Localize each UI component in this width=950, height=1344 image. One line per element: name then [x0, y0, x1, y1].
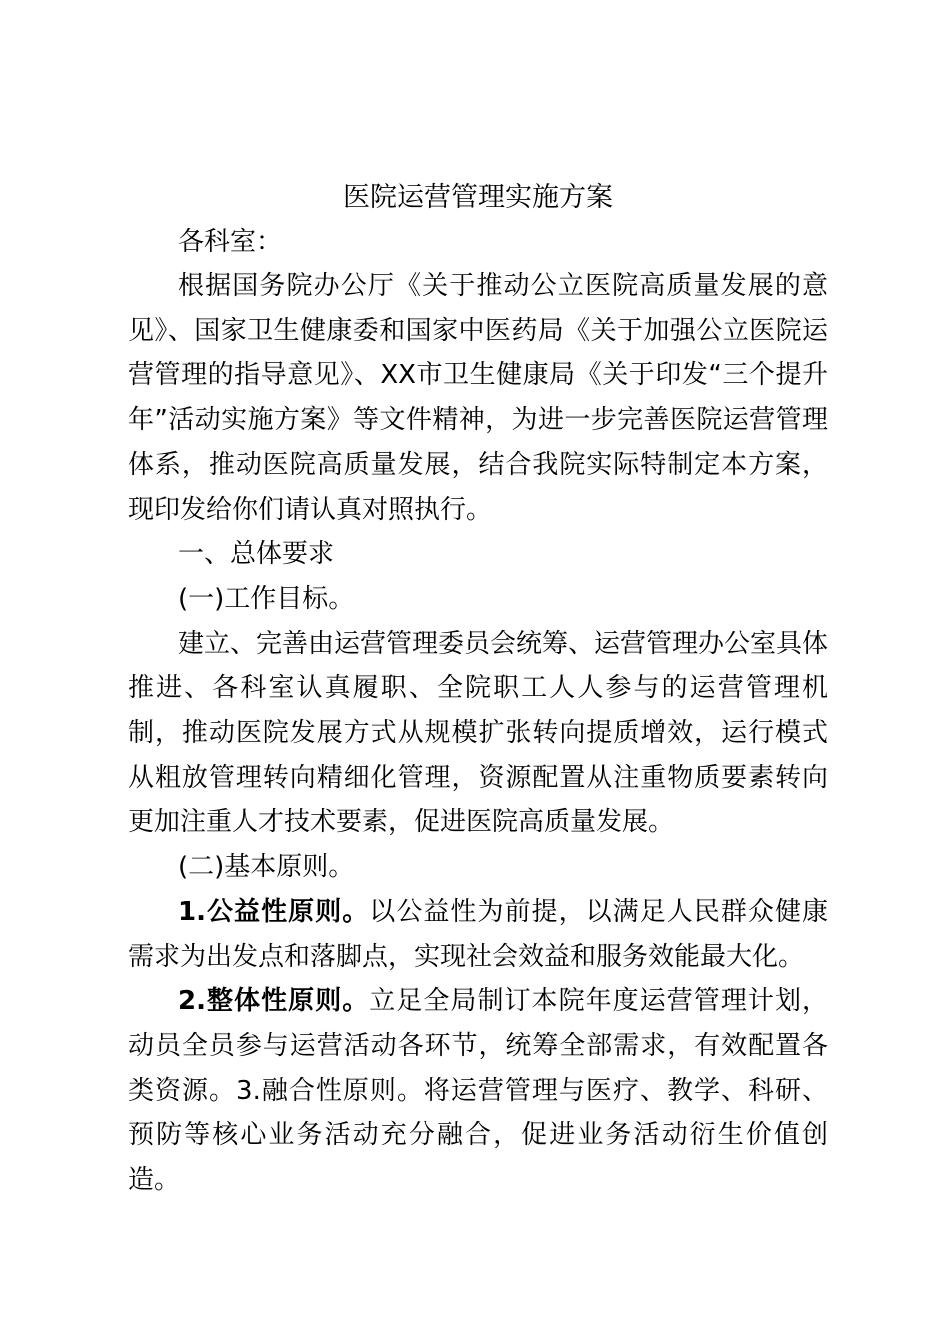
principle-paragraph-public-welfare: [128, 890, 828, 979]
document-title: 医院运营管理实施方案: [343, 182, 613, 213]
work-goals-paragraph: 建立、完善由运营管理委员会统筹、运营管理办公室具体推进、各科室认真履职、全院职工人人参与的运营管理机制，推动医院发展方式从规模扩张转向提质增效，运行模式从粗放管理转向精细化管理，资源配置从注重物质要素转向更加注重人才技术要素，促进医院高质量发展。: [128, 628, 829, 838]
principle-label: 2.整体性原则。: [178, 986, 370, 1017]
principle-label: 1.公益性原则。: [178, 896, 370, 927]
principle-paragraph-integrity: [128, 979, 828, 1203]
document-page: [128, 176, 828, 1203]
section-heading-overall-requirements: 一、总体要求: [178, 539, 335, 570]
subsection-heading-basic-principles: (二)基本原则。: [178, 852, 355, 883]
subsection-heading-work-goals: (一)工作目标。: [178, 583, 355, 614]
intro-paragraph: 根据国务院办公厅《关于推动公立医院高质量发展的意见》、国家卫生健康委和国家中医药局《关于加强公立医院运营管理的指导意见》、XX市卫生健康局《关于印发“三个提升年”活动实施方案》等文件精神，为进一步完善医院运营管理体系，推动医院高质量发展，结合我院实际特制定本方案，现印发给你们请认真对照执行。: [128, 271, 828, 525]
principle-body: 以公益性为前提，以满足人民群众健康需求为出发点和落脚点，实现社会效益和服务效能最大化。: [128, 896, 828, 972]
principle-body: 立足全局制订本院年度运营管理计划，动员全员参与运营活动各环节，统筹全部需求，有效配置各类资源。3.融合性原则。将运营管理与医疗、教学、科研、预防等核心业务活动充分融合，促进业务活动衍生价值创造。: [128, 986, 828, 1196]
salutation: 各科室：: [178, 227, 283, 257]
